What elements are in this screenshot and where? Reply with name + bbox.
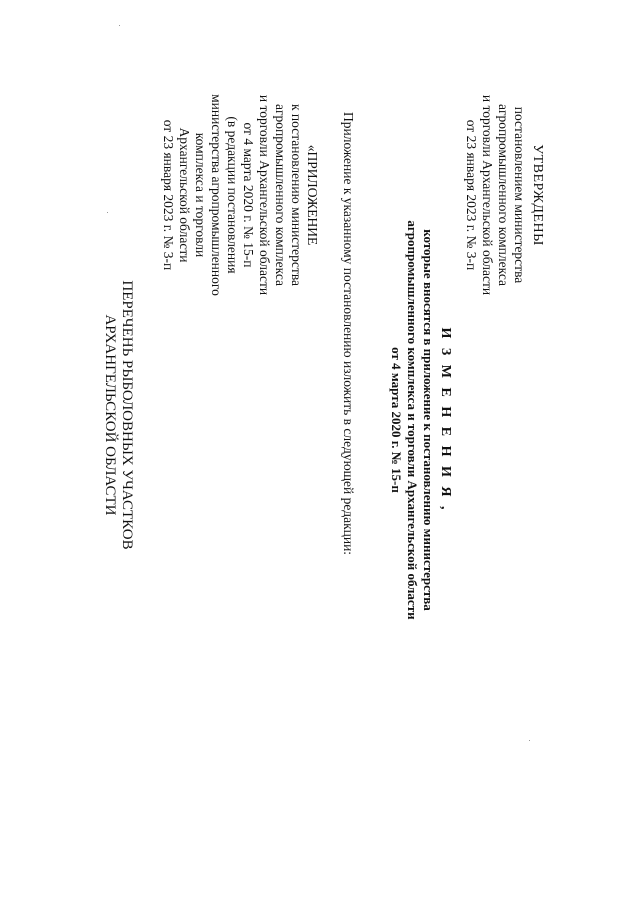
approval-line: постановлением министерства [512,106,527,284]
changes-subtitle-line: агропромышленного комплекса и торговли Архангельской области [405,220,420,620]
appendix-line: агропромышленного комплекса [273,104,288,286]
approval-line: от 23 января 2023 г. № 3-п [464,119,479,271]
appendix-line: к постановлению министерства [289,103,304,287]
scan-speck [119,25,120,26]
intro-paragraph: Приложение к указанному постановлению изложить в следующей редакции: [341,112,356,556]
changes-title: И З М Е Н Е Н И Я , [438,327,453,513]
scan-speck [107,212,108,213]
approval-line: агропромышленного комплекса [496,104,511,286]
list-title-block [101,255,135,575]
changes-subtitle-line: от 4 марта 2020 г. № 15-п [389,347,404,493]
appendix-line: от 4 марта 2020 г. № 15-п [241,122,256,268]
changes-subtitle-line: которые вносятся в приложение к постановлению министерства [421,229,436,611]
appendix-line: (в редакции постановления [225,116,240,274]
list-title-line: АРХАНГЕЛЬСКОЙ ОБЛАСТИ [102,314,118,516]
approval-stamp-block [463,60,545,330]
changes-heading-block [388,190,453,650]
appendix-line: Архангельской области [177,127,192,263]
appendix-line: и торговли Архангельской области [257,94,272,296]
approval-heading: УТВЕРЖДЕНЫ [530,144,545,246]
appendix-line: «ПРИЛОЖЕНИЕ [305,144,320,246]
approval-line: и торговли Архангельской области [480,94,495,296]
list-title-line: ПЕРЕЧЕНЬ РЫБОЛОВНЫХ УЧАСТКОВ [119,280,135,550]
appendix-line: комплекса и торговли [193,132,208,258]
appendix-block [160,60,320,330]
appendix-line: от 23 января 2023 г. № 3-п [161,119,176,271]
scan-speck [529,740,530,741]
appendix-line: министерства агропромышленного [209,94,224,296]
